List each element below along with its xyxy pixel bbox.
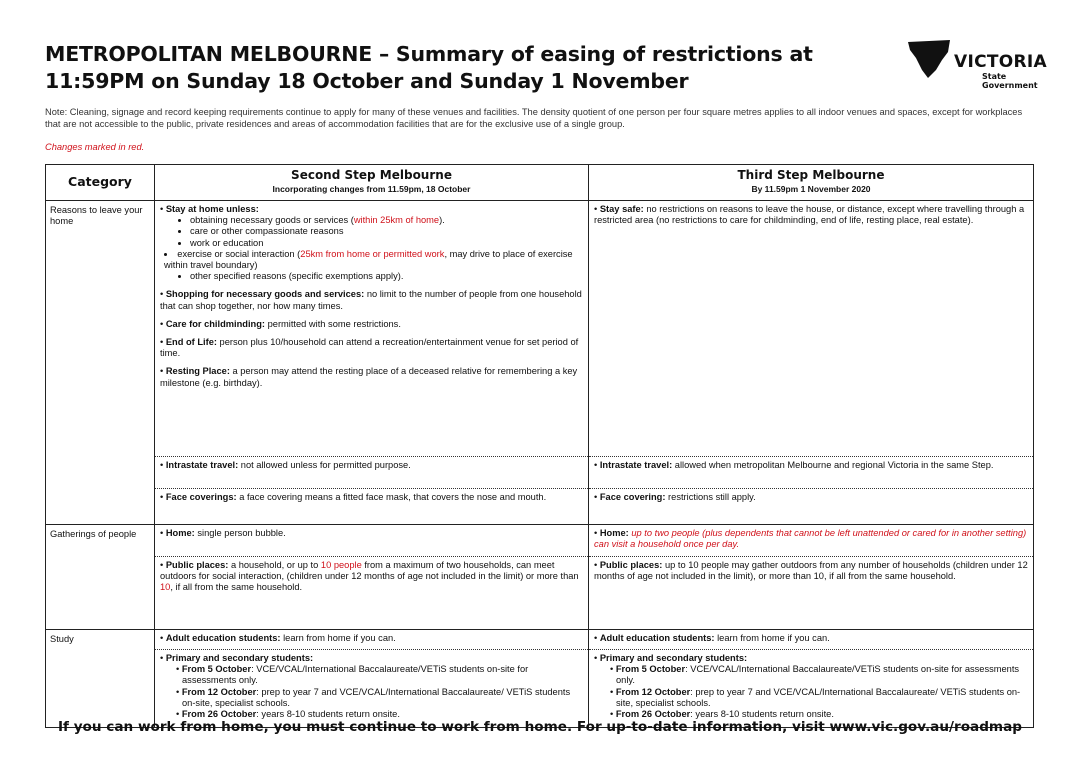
changes-legend: Changes marked in red. bbox=[45, 142, 145, 152]
stay-home-block: • Stay at home unless: • obtaining necessary goods or services (within 25km of home). • care or other compassionate reasons • work or education • exercise or social interaction (25km from home or permitted work, may drive to place of exercise within travel boundary) • other specified reasons (specific exemptions apply). • Shopping for necessary goods and services: no limit to the number of people from one household that can shop together, nor how many times. • Care for childminding: permitted with some restrictions. • End of Life: person plus 10/household can attend a recreation/entertainment venue for set period of time. • Resting Place: a person may attend the resting place of a deceased relative for remembering a key milestone (e.g. birthday). bbox=[155, 201, 588, 456]
list-item: • obtaining necessary goods or services (within 25km of home). bbox=[190, 215, 583, 226]
header-second-step: Second Step Melbourne Incorporating changes from 11.59pm, 18 October bbox=[155, 165, 589, 201]
list-item: • care or other compassionate reasons bbox=[190, 226, 583, 237]
table-row-study bbox=[46, 630, 1034, 728]
third-step-gatherings bbox=[589, 525, 1034, 630]
table-row-reasons bbox=[46, 201, 1034, 525]
category-gatherings: Gatherings of people bbox=[46, 525, 155, 630]
school-students-third: • Primary and secondary students: • From 5 October: VCE/VCAL/International Baccalaureate/VETiS students on-site for assessments only. • From 12 October: prep to year 7 and VCE/VCAL/International Baccalaureate/ VETiS students on-site, specialist schools. • From 26 October: years 8-10 students return onsite. bbox=[589, 649, 1033, 727]
intrastate-second: • Intrastate travel: not allowed unless for permitted purpose. bbox=[155, 456, 588, 488]
page-title: METROPOLITAN MELBOURNE – Summary of easing of restrictions at 11:59PM on Sunday 18 October and Sunday 1 November bbox=[45, 42, 813, 93]
victoria-map-icon bbox=[906, 36, 952, 82]
face-covering-second: • Face coverings: a face covering means a fitted face mask, that covers the nose and mouth. bbox=[155, 488, 588, 524]
public-places-second: • Public places: a household, or up to 10 people from a maximum of two households, can meet outdoors for social interaction, (children under 12 months of age not included in the limit) or more than 10, if all from the same household. bbox=[155, 556, 588, 629]
victoria-state-government-logo bbox=[906, 36, 1047, 98]
category-study: Study bbox=[46, 630, 155, 728]
footer-message: If you can work from home, you must continue to work from home. For up-to-date information, visit www.vic.gov.au/roadmap bbox=[57, 719, 1023, 735]
header-third-step: Third Step Melbourne By 11.59pm 1 November 2020 bbox=[589, 165, 1034, 201]
logo-wordmark: VICTORIA bbox=[954, 52, 1047, 72]
end-of-life-rule: • End of Life: person plus 10/household can attend a recreation/entertainment venue for set period of time. bbox=[160, 337, 579, 359]
logo-subtitle: State Government bbox=[982, 72, 1038, 90]
list-item: • work or education bbox=[190, 238, 583, 249]
third-step-reasons bbox=[589, 201, 1034, 525]
table-row-gatherings bbox=[46, 525, 1034, 630]
reasons-list bbox=[160, 215, 583, 282]
adult-education-second: • Adult education students: learn from home if you can. bbox=[160, 633, 396, 643]
table-header-row bbox=[46, 165, 1034, 201]
intrastate-third: • Intrastate travel: allowed when metropolitan Melbourne and regional Victoria in the same Step. bbox=[589, 456, 1033, 488]
disclaimer-note: Note: Cleaning, signage and record keeping requirements continue to apply for many of these venues and facilities. The density quotient of one person per four square metres applies to all indoor venues and spaces, except for workplaces that are not accessible to the public, private residences and areas of accommodation facilities that are for the exclusive use of a single group. bbox=[45, 107, 1023, 129]
home-rule-third: • Home: up to two people (plus dependents that cannot be left unattended or cared for in another setting) can visit a household once per day. bbox=[594, 528, 1027, 550]
third-step-study bbox=[589, 630, 1034, 728]
shopping-rule: • Shopping for necessary goods and services: no limit to the number of people from one household that can shop together, nor how many times. bbox=[160, 289, 582, 311]
list-item: • other specified reasons (specific exemptions apply). bbox=[190, 271, 583, 282]
public-places-third: • Public places: up to 10 people may gather outdoors from any number of households (children under 12 months of age not included in the limit), or more than 10, if all from the same household. bbox=[589, 556, 1033, 629]
restrictions-table bbox=[45, 164, 1034, 728]
childminding-rule: • Care for childminding: permitted with some restrictions. bbox=[160, 318, 401, 329]
home-rule-second: • Home: single person bubble. bbox=[160, 528, 286, 538]
resting-place-rule: • Resting Place: a person may attend the resting place of a deceased relative for remembering a key milestone (e.g. birthday). bbox=[160, 366, 578, 388]
stay-safe-block: • Stay safe: no restrictions on reasons to leave the house, or distance, except where travelling through a restricted area (no restrictions to care for childminding, end of life, resting place, real estate). bbox=[594, 204, 1025, 226]
category-reasons: Reasons to leave your home bbox=[46, 201, 155, 525]
second-step-gatherings bbox=[155, 525, 589, 630]
second-step-study bbox=[155, 630, 589, 728]
list-item: • exercise or social interaction (25km from home or permitted work, may drive to place of exercise within travel boundary) bbox=[164, 249, 583, 271]
header-category: Category bbox=[46, 165, 155, 201]
second-step-reasons bbox=[155, 201, 589, 525]
adult-education-third: • Adult education students: learn from home if you can. bbox=[594, 633, 830, 643]
school-students-second: • Primary and secondary students: • From 5 October: VCE/VCAL/International Baccalaureate/VETiS students on-site for assessments only. • From 12 October: prep to year 7 and VCE/VCAL/International Baccalaureate/ VETiS students on-site, specialist schools. • From 26 October: years 8-10 students return onsite. bbox=[155, 649, 588, 727]
face-covering-third: • Face covering: restrictions still apply. bbox=[589, 488, 1033, 524]
